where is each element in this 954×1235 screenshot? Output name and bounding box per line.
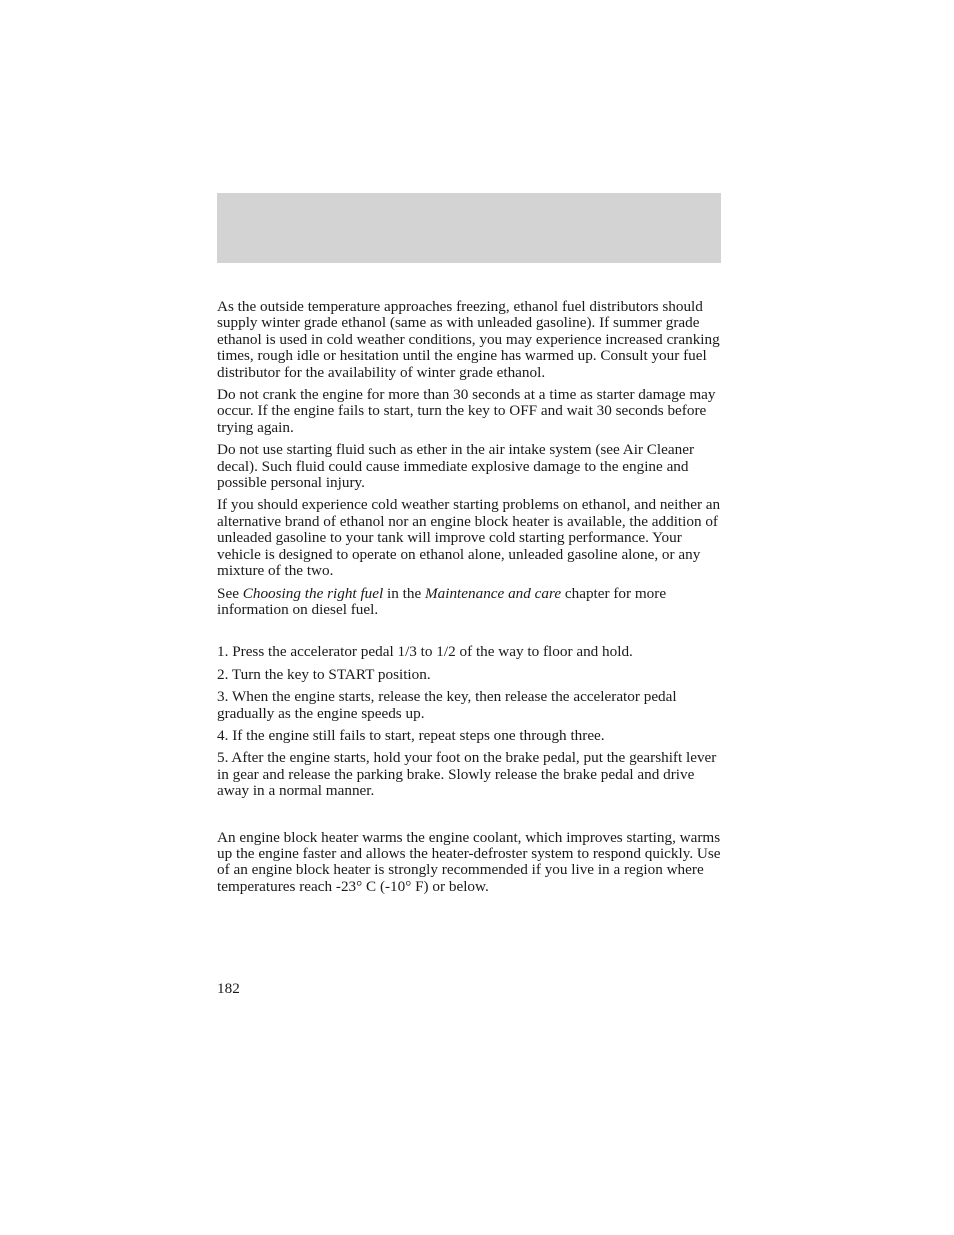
ethanol-paragraph: As the outside temperature approaches freezing, ethanol fuel distributors should supply winter grade ethanol (same as with unleaded gasoline). If summer grade ethanol is used in cold weather conditions, you may experience increased cranking times, rough idle or hesitation until the engine has warmed up. Consult your fuel distributor for the availability of winter grade ethanol. [217,298,720,381]
page-content [217,299,727,901]
reference-rest: chapter for more information on diesel fuel. [217,584,667,618]
crank-warning-paragraph: Do not crank the engine for more than 30 seconds at a time as starter damage may occur. If the engine fails to start, turn the key to OFF and wait 30 seconds before trying again. [217,386,716,436]
step-1: 1. Press the accelerator pedal 1/3 to 1/2 of the way to floor and hold. [217,643,633,661]
cold-start-paragraph: If you should experience cold weather starting problems on ethanol, and neither an alternative brand of ethanol nor an engine block heater is available, the addition of unleaded gasoline to your tank will improve cold starting performance. Your vehicle is designed to operate on ethanol alone, unleaded gasoline alone, or any mixture of the two. [217,496,721,580]
step-3: 3. When the engine starts, release the key, then release the accelerator pedal gradually as the engine speeds up. [217,688,677,722]
section-gap [217,806,727,830]
page-number: 182 [217,980,240,997]
reference-fuel-section: Choosing the right fuel [242,584,384,602]
step-2: 2. Turn the key to START position. [217,665,431,683]
reference-in-the: in the [387,584,422,602]
header-band [217,193,721,263]
section-gap [217,624,727,644]
reference-see: See [217,584,239,602]
reference-maintenance-chapter: Maintenance and care [424,584,562,602]
step-4: 4. If the engine still fails to start, repeat steps one through three. [217,726,605,744]
starting-fluid-paragraph: Do not use starting fluid such as ether in the air intake system (see Air Cleaner decal). Such fluid could cause immediate explosive damage to the engine and possible personal injury. [217,441,695,492]
step-5: 5. After the engine starts, hold your foot on the brake pedal, put the gearshift lever in gear and release the parking brake. Slowly release the brake pedal and drive away in a normal manner. [217,749,717,800]
reference-paragraph [217,586,727,619]
block-heater-paragraph: An engine block heater warms the engine coolant, which improves starting, warms up the engine faster and allows the heater-defroster system to respond quickly. Use of an engine block heater is strongly recommended if you live in a region where temperatures reach -23° C (-10° F) or below. [217,828,721,895]
